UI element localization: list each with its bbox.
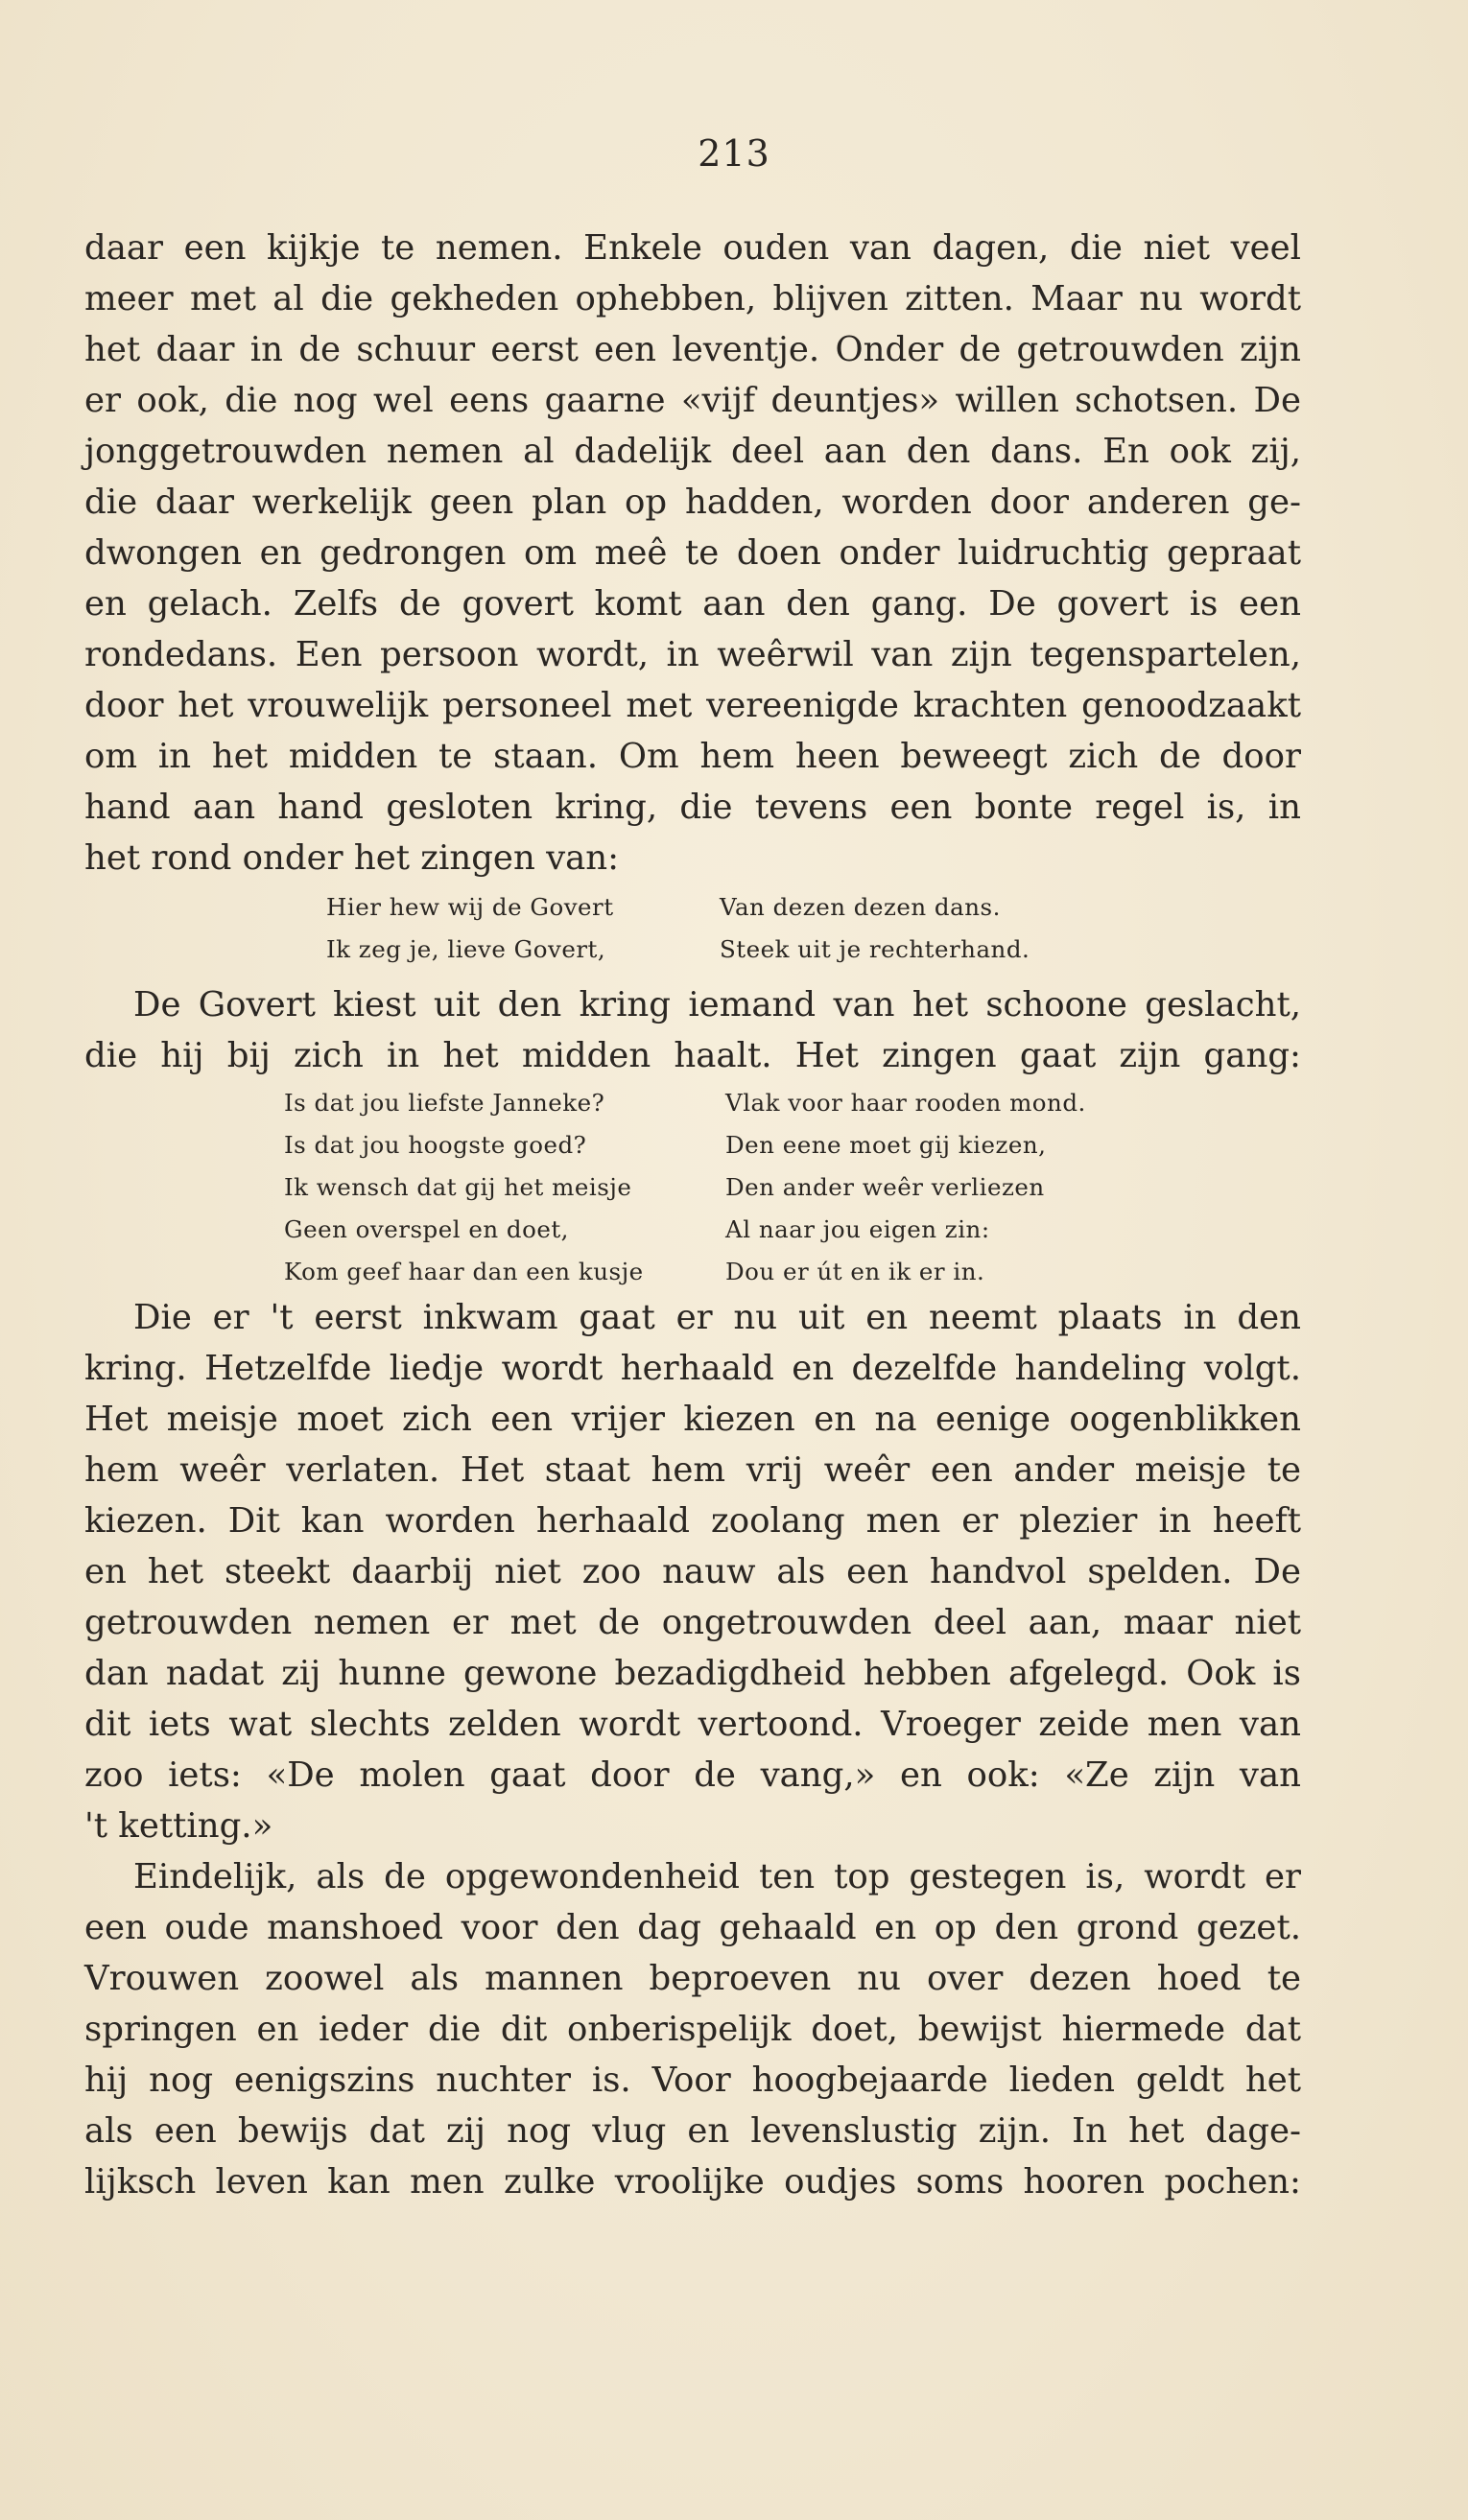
text-line: Die er 't eerst inkwam gaat er nu uit en neemt plaats in den bbox=[133, 1298, 1301, 1337]
verse-2-right-column bbox=[725, 1082, 1086, 1293]
text-line: jonggetrouwden nemen al dadelijk deel aan den dans. En ook zij, bbox=[84, 432, 1301, 471]
verse-line: Kom geef haar dan een kusje bbox=[284, 1258, 644, 1285]
page-number: 213 bbox=[698, 132, 770, 175]
verse-1-left-column bbox=[326, 886, 614, 971]
verse-line: Geen overspel en doet, bbox=[284, 1215, 569, 1243]
text-line: Vrouwen zoowel als mannen beproeven nu over dezen hoed te bbox=[84, 1959, 1301, 1998]
text-line: het rond onder het zingen van: bbox=[84, 838, 620, 878]
verse-line: Is dat jou hoogste goed? bbox=[284, 1131, 587, 1159]
text-line: Het meisje moet zich een vrijer kiezen en na eenige oogenblikken bbox=[84, 1400, 1301, 1439]
verse-line: Den ander weêr verliezen bbox=[725, 1173, 1045, 1201]
text-line: dan nadat zij hunne gewone bezadigdheid hebben afgelegd. Ook is bbox=[84, 1654, 1301, 1693]
paragraph-2 bbox=[84, 979, 1301, 1081]
text-line: die hij bij zich in het midden haalt. Het zingen gaat zijn gang: bbox=[84, 1036, 1301, 1075]
verse-2-left-column bbox=[284, 1082, 644, 1293]
text-line: zoo iets: «De molen gaat door de vang,» en ook: «Ze zijn van bbox=[84, 1755, 1301, 1795]
paragraph-3-and-4 bbox=[84, 1292, 1301, 2207]
text-line: het daar in de schuur eerst een leventje. Onder de getrouwden zijn bbox=[84, 330, 1301, 369]
text-line: De Govert kiest uit den kring iemand van het schoone geslacht, bbox=[133, 985, 1301, 1024]
text-line: Eindelijk, als de opgewondenheid ten top gestegen is, wordt er bbox=[133, 1857, 1301, 1896]
text-line: kiezen. Dit kan worden herhaald zoolang men er plezier in heeft bbox=[84, 1501, 1301, 1541]
text-line: die daar werkelijk geen plan op hadden, worden door anderen ge- bbox=[84, 483, 1301, 522]
text-line: meer met al die gekheden ophebben, blijven zitten. Maar nu wordt bbox=[84, 279, 1301, 318]
verse-line: Ik wensch dat gij het meisje bbox=[284, 1173, 632, 1201]
text-line: dwongen en gedrongen om meê te doen onder luidruchtig gepraat bbox=[84, 533, 1301, 573]
text-line: er ook, die nog wel eens gaarne «vijf deuntjes» willen schotsen. De bbox=[84, 381, 1301, 420]
text-line: hand aan hand gesloten kring, die tevens een bonte regel is, in bbox=[84, 788, 1301, 827]
verse-line: Vlak voor haar rooden mond. bbox=[725, 1089, 1086, 1117]
text-line: hij nog eenigszins nuchter is. Voor hoogbejaarde lieden geldt het bbox=[84, 2061, 1301, 2100]
text-line: getrouwden nemen er met de ongetrouwden deel aan, maar niet bbox=[84, 1603, 1301, 1642]
text-line: daar een kijkje te nemen. Enkele ouden van dagen, die niet veel bbox=[84, 228, 1301, 268]
verse-1-right-column bbox=[720, 886, 1030, 971]
text-line: rondedans. Een persoon wordt, in weêrwil van zijn tegenspartelen, bbox=[84, 635, 1301, 674]
text-line: en gelach. Zelfs de govert komt aan den gang. De govert is een bbox=[84, 584, 1301, 624]
text-line: springen en ieder die dit onberispelijk doet, bewijst hiermede dat bbox=[84, 2010, 1301, 2049]
verse-line: Van dezen dezen dans. bbox=[720, 893, 1001, 921]
text-line: door het vrouwelijk personeel met vereenigde krachten genoodzaakt bbox=[84, 686, 1301, 725]
verse-line: Is dat jou liefste Janneke? bbox=[284, 1089, 605, 1117]
text-line: lijksch leven kan men zulke vroolijke oudjes soms hooren pochen: bbox=[84, 2162, 1301, 2202]
text-line: als een bewijs dat zij nog vlug en levenslustig zijn. In het dage- bbox=[84, 2111, 1301, 2151]
verse-line: Hier hew wij de Govert bbox=[326, 893, 614, 921]
text-line: hem weêr verlaten. Het staat hem vrij weêr een ander meisje te bbox=[84, 1450, 1301, 1490]
verse-line: Steek uit je rechterhand. bbox=[720, 935, 1030, 963]
text-line: kring. Hetzelfde liedje wordt herhaald en dezelfde handeling volgt. bbox=[84, 1349, 1301, 1388]
text-line: om in het midden te staan. Om hem heen beweegt zich de door bbox=[84, 737, 1301, 776]
verse-line: Al naar jou eigen zin: bbox=[725, 1215, 990, 1243]
text-line: dit iets wat slechts zelden wordt vertoond. Vroeger zeide men van bbox=[84, 1705, 1301, 1744]
verse-line: Dou er út en ik er in. bbox=[725, 1258, 985, 1285]
text-line: een oude manshoed voor den dag gehaald en op den grond gezet. bbox=[84, 1908, 1301, 1947]
text-line: 't ketting.» bbox=[84, 1806, 273, 1846]
verse-line: Den eene moet gij kiezen, bbox=[725, 1131, 1047, 1159]
paragraph-1 bbox=[84, 223, 1301, 883]
verse-line: Ik zeg je, lieve Govert, bbox=[326, 935, 606, 963]
text-line: en het steekt daarbij niet zoo nauw als een handvol spelden. De bbox=[84, 1552, 1301, 1591]
